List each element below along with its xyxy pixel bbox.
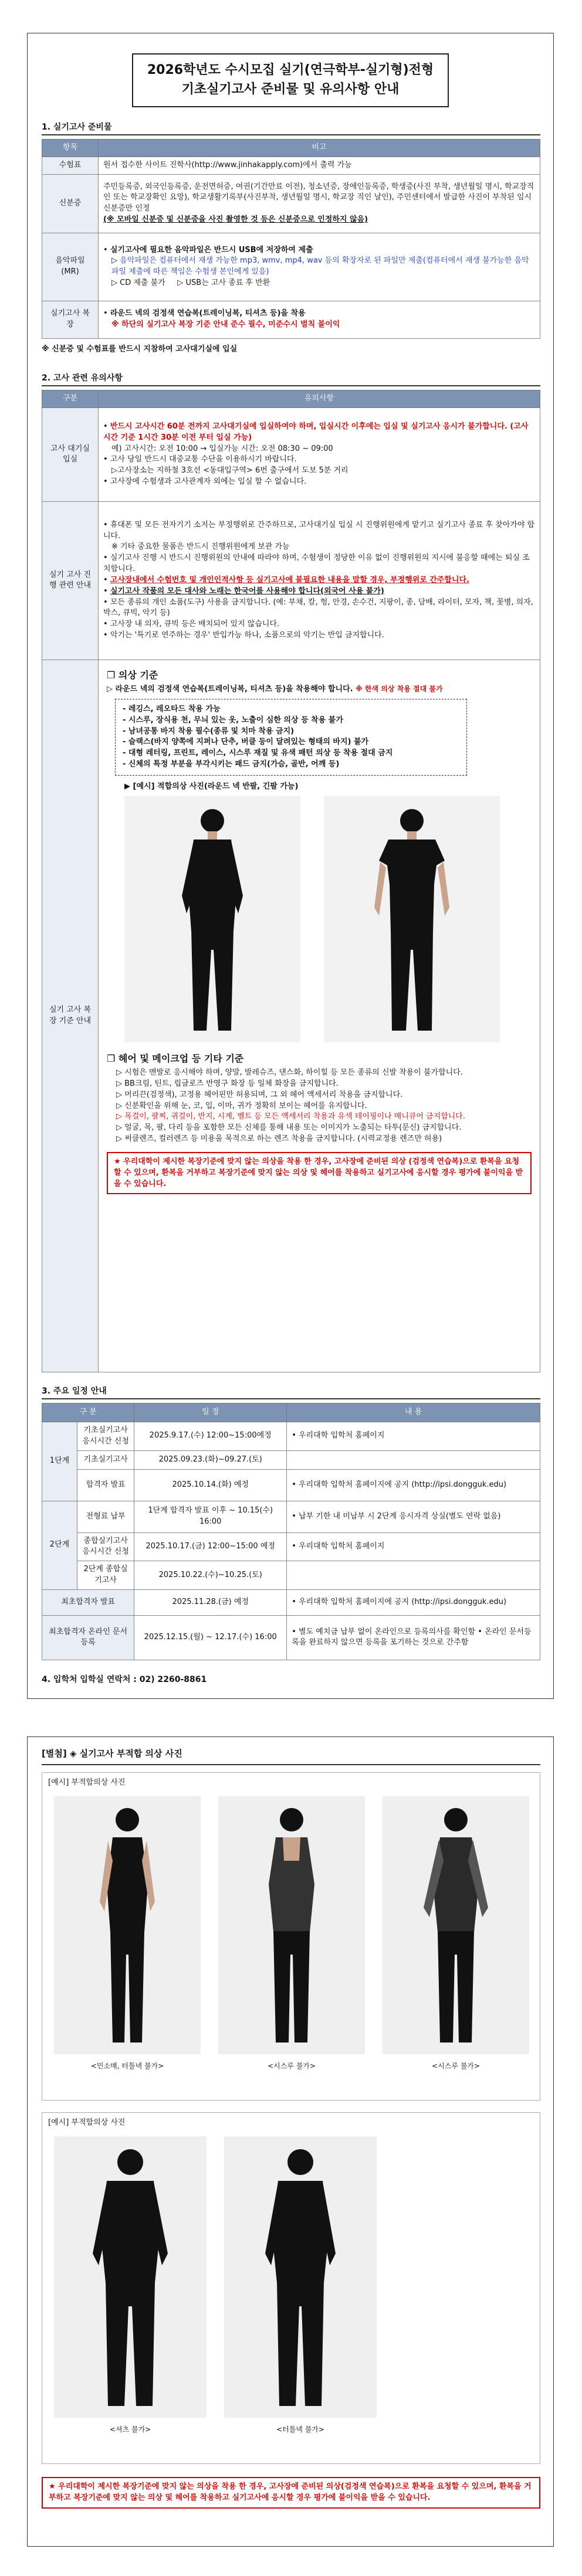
conduct-4: 실기고사 작품의 모든 대사와 노래는 한국어를 사용해야 합니다(외국어 사용 불가) xyxy=(110,586,384,596)
bad-outfit-box-1 xyxy=(42,1772,540,2101)
hair-5: ▷ 얼굴, 목, 팔, 다리 등을 포함한 모든 신체를 통해 내용 또는 이미지가 노출되는 타투(문신) 금지합니다. xyxy=(116,1123,462,1133)
section1-footnote: ※ 신분증 및 수험표를 반드시 지참하여 고사대기실에 입실 xyxy=(42,345,238,354)
sched-date: 2025.12.15.(월) ~ 12.17.(수) 16:00 xyxy=(134,1615,287,1660)
table-row xyxy=(42,1532,540,1561)
title-box xyxy=(132,53,449,107)
sched-content xyxy=(287,1450,540,1469)
sched-date: 2025.10.14.(화) 예정 xyxy=(134,1469,287,1501)
sched-item: 기초실기고사 xyxy=(77,1450,134,1469)
dress-b: ※ 하단의 실기고사 복장 기준 안내 준수 필수, 미준수시 벌칙 불이익 xyxy=(111,320,340,329)
dress-rule: - 슬랙스(바지 양쪽에 지퍼나 단추, 버클 등이 달려있는 형태의 바지) 불가 xyxy=(123,738,369,747)
stage-2: 2단계 xyxy=(42,1501,77,1589)
sched-content: • 우리대학 입학처 홈페이지에 공지 (http://ipsi.dongguk.edu) xyxy=(287,1589,540,1615)
title-line1: 2026학년도 수시모집 실기(연극학부-실기형)전형 xyxy=(147,63,434,77)
dress-head: ❐ 의상 기준 xyxy=(107,669,158,681)
conduct-0: 휴대폰 및 모든 전자기기 소지는 부정행위로 간주하므로, 고사대기실 입실 시 진행위원에게 맡기고 실기고사 종료 후 찾아가야 합니다. xyxy=(103,520,535,541)
appendix-warning: ★ 우리대학이 제시한 복장기준에 맞지 않는 의상을 착용 한 경우, 고사장에 준비된 의상(검정색 연습복)으로 환복을 요청할 수 있으며, 환복을 거부하고 복장기준에 맞지 않는 의상 및 헤어를 착용하고 실기고사에 응시할 경우 평가에 불이익을 받을 수 있습니다. xyxy=(42,2477,540,2509)
bad-outfit-figures-1-image xyxy=(54,1796,529,2054)
sched-date: 2025.11.28.(금) 예정 xyxy=(134,1589,287,1615)
notes-table xyxy=(42,390,540,1372)
table-row: 실기 고사 진행 관련 안내 • 휴대폰 및 모든 전자기기 소지는 부정행위로 간주하므로, 고사대기실 입실 시 진행위원에게 맡기고 실기고사 종료 후 찾아가야 합니다. ※ 기타 중요한 물품은 반드시 진행위원에게 보관 가능 • 실기고사 진행 시 반드시 진행위원의 안내에 따라야 하며, 수험생이 정당한 이유 없이 진행위원의 지시에 불응할 때에는 퇴실 조치합니다. • 고사장내에서 수험번호 및 개인인적사항 등 실기고사에 불필요한 내용을 말할 경우, 부정행위로 간주합니다. • 실기고사 작품의 모든 대사와 노래는 한국어를 사용해야 합니다(외국어 사용 불가) • 모든 종류의 개인 소품(도구) 사용을 금지합니다. (예: 부채, 칼, 헝, 안경, 손수건, 지팡이, 종, 담배, 라이터, 모자, 책, 꽃병, 의자, 박스, 큐빅, 악기 등) • 고사장 내 의자, 큐빅 등은 배치되어 있지 않습니다. • 악기는 '특기로 연주하는 경우' 반입가능 하나, 소품으로의 악기는 반입 금지합니다. xyxy=(42,501,540,660)
bad-cap: <터틀넥 불가> xyxy=(276,2425,324,2434)
id-text: 주민등록증, 외국인등록증, 운전면허증, 여권(기간만료 이전), 청소년증, 장애인등록증, 학생증(사진 부착, 생년월일 명시, 학교장직인 또는 학교장확인 요망), 학교생활기록부(사진부착, 생년월일 명시, 학교장 직인 날인), 주민센터에서 발급한 사진이 부착된 임시신분증만 인정 xyxy=(103,182,534,213)
hair-head: ❐ 헤어 및 메이크업 등 기타 기준 xyxy=(107,1052,244,1064)
conduct-3: 고사장내에서 수험번호 및 개인인적사항 등 실기고사에 불필요한 내용을 말할 경우, 부정행위로 간주합니다. xyxy=(110,575,470,584)
mr-b: 음악파일은 컴퓨터에서 재생 가능한 mp3, wmv, mp4, wav 등의 확장자로 된 파일만 제출(컴퓨터에서 재생 불가능한 음악파일 제출에 따른 책임은 수험생 본인에게 있음) xyxy=(111,256,529,277)
sched-content xyxy=(287,1561,540,1590)
table-row xyxy=(42,1450,540,1469)
section2-rule xyxy=(42,385,540,386)
dress-rule: - 시스루, 장식용 천, 무늬 있는 옷, 노출이 심한 의상 등 착용 불가 xyxy=(123,715,343,725)
title-line2: 기초실기고사 준비물 및 유의사항 안내 xyxy=(181,82,400,97)
sched-content: • 우리대학 입학처 홈페이지에 공지 (http://ipsi.dongguk.edu) xyxy=(287,1469,540,1501)
hair-1: ▷ BB크림, 틴트, 립글로즈 반영구 화장 등 일체 화장을 금지합니다. xyxy=(116,1079,339,1088)
dress-intro-note: ※ 한색 의상 착용 절대 불가 xyxy=(356,685,443,694)
entry-2: 고사 당일 반드시 대중교통 수단을 이용하시기 바랍니다. xyxy=(110,455,297,464)
bad-cap: <민소매, 터틀넥 불가> xyxy=(90,2062,164,2070)
conduct-7: 악기는 '특기로 연주하는 경우' 반입가능 하나, 소품으로의 악기는 반입 금지합니다. xyxy=(110,631,384,640)
appendix-frame xyxy=(27,1736,554,2547)
entry-1: 예) 고사시간: 오전 10:00 → 입실가능 시간: 오전 08:30 ~ 09:00 xyxy=(111,444,333,453)
sched-content: • 별도 예치금 납부 없이 온라인으로 등록의사를 확인함 • 온라인 문서등록을 완료하지 않으면 등록을 포기하는 것으로 간주함 xyxy=(287,1615,540,1660)
col-note: 유의사항 xyxy=(99,390,540,408)
row-label: 음악파일(MR) xyxy=(42,233,99,301)
conduct-5: 모든 종류의 개인 소품(도구) 사용을 금지합니다. (예: 부채, 칼, 헝, 안경, 손수건, 지팡이, 종, 담배, 라이터, 모자, 책, 꽃병, 의자, 박스, 큐빅, 악기 등) xyxy=(103,597,533,618)
entry-4: 고사장에 수험생과 고사관계자 외에는 입실 할 수 없습니다. xyxy=(110,477,307,487)
bad-cap: <시스루 불가> xyxy=(432,2062,480,2070)
col-kind: 구 분 xyxy=(42,1403,134,1422)
sched-item: 기초실기고사 응시시간 신청 xyxy=(77,1422,134,1450)
dress-rule: - 대형 레터링, 프린트, 레이스, 시스루 재질 및 유색 패턴 의상 등 착용 절대 금지 xyxy=(123,749,393,758)
table-row xyxy=(42,1422,540,1450)
conduct-2: 실기고사 진행 시 반드시 진행위원의 안내에 따라야 하며, 수험생이 정당한 이유 없이 진행위원의 지시에 불응할 때에는 퇴실 조치합니다. xyxy=(103,553,530,574)
dress-rule: - 남녀공통 바지 착용 필수(종류 및 치마 착용 금지) xyxy=(123,726,295,736)
sched-date: 1단계 합격자 발표 이후 ~ 10.15(수) 16:00 xyxy=(134,1501,287,1532)
appendix-rule xyxy=(42,1764,540,1765)
col-note: 비고 xyxy=(99,140,540,157)
hair-2: ▷ 머리끈(검정색), 고정용 헤어핀만 허용되며, 그 외 헤어 액세서리 착용을 금지합니다. xyxy=(116,1090,403,1099)
sched-item: 종합실기고사 응시시간 신청 xyxy=(77,1532,134,1561)
table-row: 고사 대기실 입실 • 반드시 고사시간 60분 전까지 고사대기실에 입실하여야 하며, 입실시간 이후에는 입실 및 실기고사 응시가 불가합니다. (고사시간 기준 1시간 30분 이전 부터 입실 가능) 예) 고사시간: 오전 10:00 → 입실가능 시간: 오전 08:30 ~ 09:00 • 고사 당일 반드시 대중교통 수단을 이용하시기 바랍니다. ▷고사장소는 지하철 3호선 <동대입구역> 6번 출구에서 도보 5분 거리 • 고사장에 수험생과 고사관계자 외에는 입실 할 수 없습니다. xyxy=(42,407,540,501)
sched-content: • 우리대학 입학처 홈페이지 xyxy=(287,1532,540,1561)
row-label: 수험표 xyxy=(42,157,99,174)
dress-rule: - 신체의 특정 부분을 부각시키는 패드 금지(가슴, 골반, 어깨 등) xyxy=(123,760,340,769)
dress-rule: - 레깅스, 레오타드 착용 가능 xyxy=(123,704,221,713)
mr-d: USB는 고사 종료 후 반환 xyxy=(185,278,270,288)
hair-4: ▷ 목걸이, 팔찌, 귀걸이, 반지, 시계, 벨트 등 모든 액세서리 착용과 유색 테이핑이나 매니큐어 금지합니다. xyxy=(116,1112,465,1122)
entry-0: 반드시 고사시간 60분 전까지 고사대기실에 입실하여야 하며, 입실시간 이후에는 입실 및 실기고사 응시가 불가합니다. (고사시간 기준 1시간 30분 이전 부터 입실 가능) xyxy=(103,422,529,442)
schedule-table xyxy=(42,1403,540,1660)
sched-date: 2025.09.23.(화)~09.27.(토) xyxy=(134,1450,287,1469)
col-content: 내 용 xyxy=(287,1403,540,1422)
bad-outfit-box-2 xyxy=(42,2112,540,2464)
dress-intro: ▷ 라운드 넥의 검정색 연습복(트레이닝복, 티셔츠 등)을 착용해야 합니다. xyxy=(107,685,353,694)
sched-item: 전형료 납부 xyxy=(77,1501,134,1532)
conduct-6: 고사장 내 의자, 큐빅 등은 배치되어 있지 않습니다. xyxy=(110,620,280,629)
id-note: (※ 모바일 신분증 및 신분증을 사진 촬영한 것 등은 신분증으로 인정하지 않음) xyxy=(103,215,368,225)
notice-frame xyxy=(27,33,554,1699)
table-row xyxy=(42,1615,540,1660)
table-row xyxy=(42,1589,540,1615)
stage-first-pass: 최초합격자 발표 xyxy=(42,1589,134,1615)
section4-contact: 4. 입학처 입학실 연락처 : 02) 2260-8861 xyxy=(42,1675,207,1684)
dress-label: 실기 고사 복장 기준 안내 xyxy=(42,660,99,1372)
sched-content: • 우리대학 입학처 홈페이지 xyxy=(287,1422,540,1450)
stage-online-reg: 최초합격자 온라인 문서등록 xyxy=(42,1615,134,1660)
entry-label: 고사 대기실 입실 xyxy=(42,407,99,501)
bad-cap: <시스루 불가> xyxy=(268,2062,316,2070)
conduct-1: ※ 기타 중요한 물품은 반드시 진행위원에게 보관 가능 xyxy=(111,542,290,552)
table-row xyxy=(42,157,540,174)
sched-item: 2단계 종합실기고사 xyxy=(77,1561,134,1590)
hair-3: ▷ 신분확인을 위해 눈, 코, 입, 이마, 귀가 정확히 보이는 헤어를 유지합니다. xyxy=(116,1101,367,1110)
table-row: 실기고사 복장 • 라운드 넥의 검정색 연습복(트레이닝복, 티셔츠 등)을 착용 ※ 하단의 실기고사 복장 기준 안내 준수 필수, 미준수시 벌칙 불이익 xyxy=(42,301,540,338)
table-row xyxy=(42,1561,540,1590)
dress-example-label: ▶ [예시] 적합의상 사진(라운드 넥 반팔, 긴팔 가능) xyxy=(124,781,299,791)
dress-warning: ★ 우리대학이 제시한 복장기준에 맞지 않는 의상을 착용 한 경우, 고사장에 준비된 의상 (검정색 연습복)으로 환복을 요청할 수 있으며, 환복을 거부하고 복장기준에 맞지 않는 의상 및 헤어를 착용하고 실기고사에 응시할 경우 평가에 불이익을 받을 수 있습니다. xyxy=(107,1152,532,1195)
section3-heading: 3. 주요 일정 안내 xyxy=(42,1386,107,1396)
sched-date: 2025.10.17.(금) 12:00~15:00 예정 xyxy=(134,1532,287,1561)
bad-label-1: [예시] 부적합의상 사진 xyxy=(48,1778,126,1787)
table-row xyxy=(42,1469,540,1501)
section1-heading: 1. 실기고사 준비물 xyxy=(42,123,112,132)
section1-rule xyxy=(42,134,540,135)
appendix-heading: [별첨] ◈ 실기고사 부적합 의상 사진 xyxy=(42,1748,182,1759)
bad-label-2: [예시] 부적합의상 사진 xyxy=(48,2118,126,2127)
conduct-label: 실기 고사 진행 관련 안내 xyxy=(42,501,99,660)
row-label: 실기고사 복장 xyxy=(42,301,99,338)
section3-rule xyxy=(42,1398,540,1399)
mr-c: CD 제출 불가 xyxy=(120,278,165,288)
col-item: 항목 xyxy=(42,140,99,157)
hair-0: ▷ 시험은 맨발로 응시해야 하며, 양말, 발레슈즈, 댄스화, 하이힐 등 모든 종류의 신발 착용이 불가합니다. xyxy=(116,1068,463,1077)
row-text: 원서 접수한 사이트 진학사(http://www.jinhakapply.com)에서 출력 가능 xyxy=(99,157,540,174)
good-outfit-figures-image xyxy=(124,796,512,1042)
col-kind: 구분 xyxy=(42,390,99,408)
col-date: 일 정 xyxy=(134,1403,287,1422)
entry-3: ▷고사장소는 지하철 3호선 <동대입구역> 6번 출구에서 도보 5분 거리 xyxy=(111,466,348,475)
bad-outfit-figures-2-image xyxy=(54,2136,383,2418)
hair-6: ▷ 써클렌즈, 컬러렌즈 등 미용을 목적으로 하는 렌즈 착용을 금지합니다. (시력교정용 렌즈만 허용) xyxy=(116,1134,442,1144)
section2-heading: 2. 고사 관련 유의사항 xyxy=(42,373,123,383)
table-row: 음악파일(MR) • 실기고사에 필요한 음악파일은 반드시 USB에 저장하여 제출 ▷ 음악파일은 컴퓨터에서 재생 가능한 mp3, wmv, mp4, wav 등의 확장자로 된 파일만 제출(컴퓨터에서 재생 불가능한 음악파일 제출에 따른 책임은 수험생 본인에게 있음) ▷ CD 제출 불가 ▷ USB는 고사 종료 후 반환 xyxy=(42,233,540,301)
sched-content: • 납부 기한 내 미납부 시 2단계 응시자격 상실(별도 연락 없음) xyxy=(287,1501,540,1532)
good-outfit-photos xyxy=(124,796,512,1042)
stage-1: 1단계 xyxy=(42,1422,77,1501)
dress-rules-box xyxy=(115,699,467,776)
table-row xyxy=(42,174,540,233)
dress-a: 라운드 넥의 검정색 연습복(트레이닝복, 티셔츠 등)을 착용 xyxy=(110,309,306,318)
supplies-table xyxy=(42,139,540,339)
table-row xyxy=(42,1501,540,1532)
sched-date: 2025.10.22.(수)~10.25.(토) xyxy=(134,1561,287,1590)
row-label: 신분증 xyxy=(42,174,99,233)
table-row xyxy=(42,660,540,1372)
sched-item: 합격자 발표 xyxy=(77,1469,134,1501)
mr-a: 실기고사에 필요한 음악파일은 반드시 USB에 저장하여 제출 xyxy=(110,245,313,254)
sched-date: 2025.9.17.(수) 12:00~15:00예정 xyxy=(134,1422,287,1450)
bad-cap: <셔츠 불가> xyxy=(109,2425,151,2434)
